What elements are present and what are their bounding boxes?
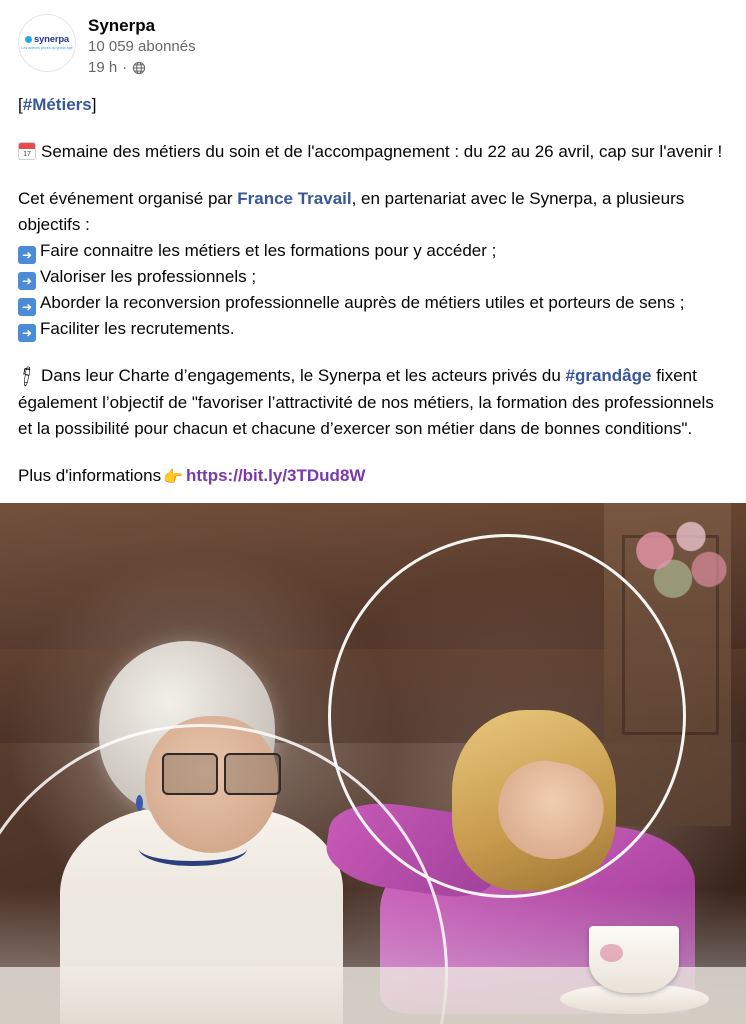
hashtag-metiers[interactable]: #Métiers xyxy=(22,95,92,114)
pointing-emoji-icon: 👉 xyxy=(163,469,184,486)
post-header xyxy=(0,0,746,82)
paragraph-more-info xyxy=(18,463,728,491)
photo-teacup xyxy=(589,926,679,993)
calendar-emoji-icon xyxy=(18,142,36,160)
post-header-text xyxy=(88,14,196,78)
event-text: Semaine des métiers du soin et de l'accompagnement : du 22 au 26 avril, cap sur l'avenir ! xyxy=(41,142,723,161)
paragraph-hashtag-line xyxy=(18,92,728,118)
objective-item-4: Faciliter les recrutements. xyxy=(40,319,235,338)
arrow-emoji-icon: ➜ xyxy=(18,246,36,264)
bracket-close: ] xyxy=(91,95,97,114)
post-image[interactable] xyxy=(0,503,746,1024)
paragraph-event xyxy=(18,139,728,165)
synerpa-logo xyxy=(21,35,72,51)
objective-item-3: Aborder la reconversion professionnelle auprès de métiers utiles et porteurs de sens ; xyxy=(40,293,685,312)
arrow-emoji-icon: ➜ xyxy=(18,324,36,342)
arrow-emoji-icon: ➜ xyxy=(18,272,36,290)
logo-tagline: Les acteurs privés du grand âge xyxy=(21,46,73,51)
organizer-text-part1: Cet événement organisé par xyxy=(18,189,238,208)
logo-dot-icon xyxy=(25,36,32,43)
photo-scene xyxy=(0,503,746,1024)
globe-icon xyxy=(132,61,146,75)
bracket-open: [ xyxy=(18,95,23,114)
objective-item-2: Valoriser les professionnels ; xyxy=(40,267,257,286)
pen-emoji-icon: 🖊 xyxy=(14,364,40,390)
post-url-link[interactable]: https://bit.ly/3TDud8W xyxy=(186,466,366,485)
organizer-text-part2: , en partenariat avec le Synerpa, a plusieurs objectifs : xyxy=(18,189,685,234)
logo-brand-text: synerpa xyxy=(33,34,70,46)
avatar[interactable] xyxy=(18,14,76,72)
objective-item-1: Faire connaitre les métiers et les formations pour y accéder ; xyxy=(40,241,497,260)
arrow-emoji-icon: ➜ xyxy=(18,298,36,316)
page-name[interactable]: Synerpa xyxy=(88,16,156,35)
meta-separator: · xyxy=(122,59,128,76)
post-meta xyxy=(88,58,196,78)
post-timestamp[interactable]: 19 h xyxy=(88,59,118,76)
logo-wordmark xyxy=(25,35,69,45)
paragraph-charte xyxy=(14,363,728,442)
follower-count: 10 059 abonnés xyxy=(88,38,196,55)
charte-text-part1: Dans leur Charte d’engagements, le Synerpa et les acteurs privés du xyxy=(41,366,566,385)
hashtag-grandage[interactable]: #grandâge xyxy=(565,366,652,385)
paragraph-organizer xyxy=(18,186,728,342)
post-text xyxy=(0,82,746,503)
mention-france-travail[interactable]: France Travail xyxy=(237,189,352,208)
charte-text-part2: fixent également l’objectif de "favoriser l’attractivité de nos métiers, la formation des professionnels et la possibilité pour chacun et chacune d’exercer son métier dans de bonnes conditions". xyxy=(18,366,714,438)
more-info-label: Plus d'informations xyxy=(18,466,162,485)
